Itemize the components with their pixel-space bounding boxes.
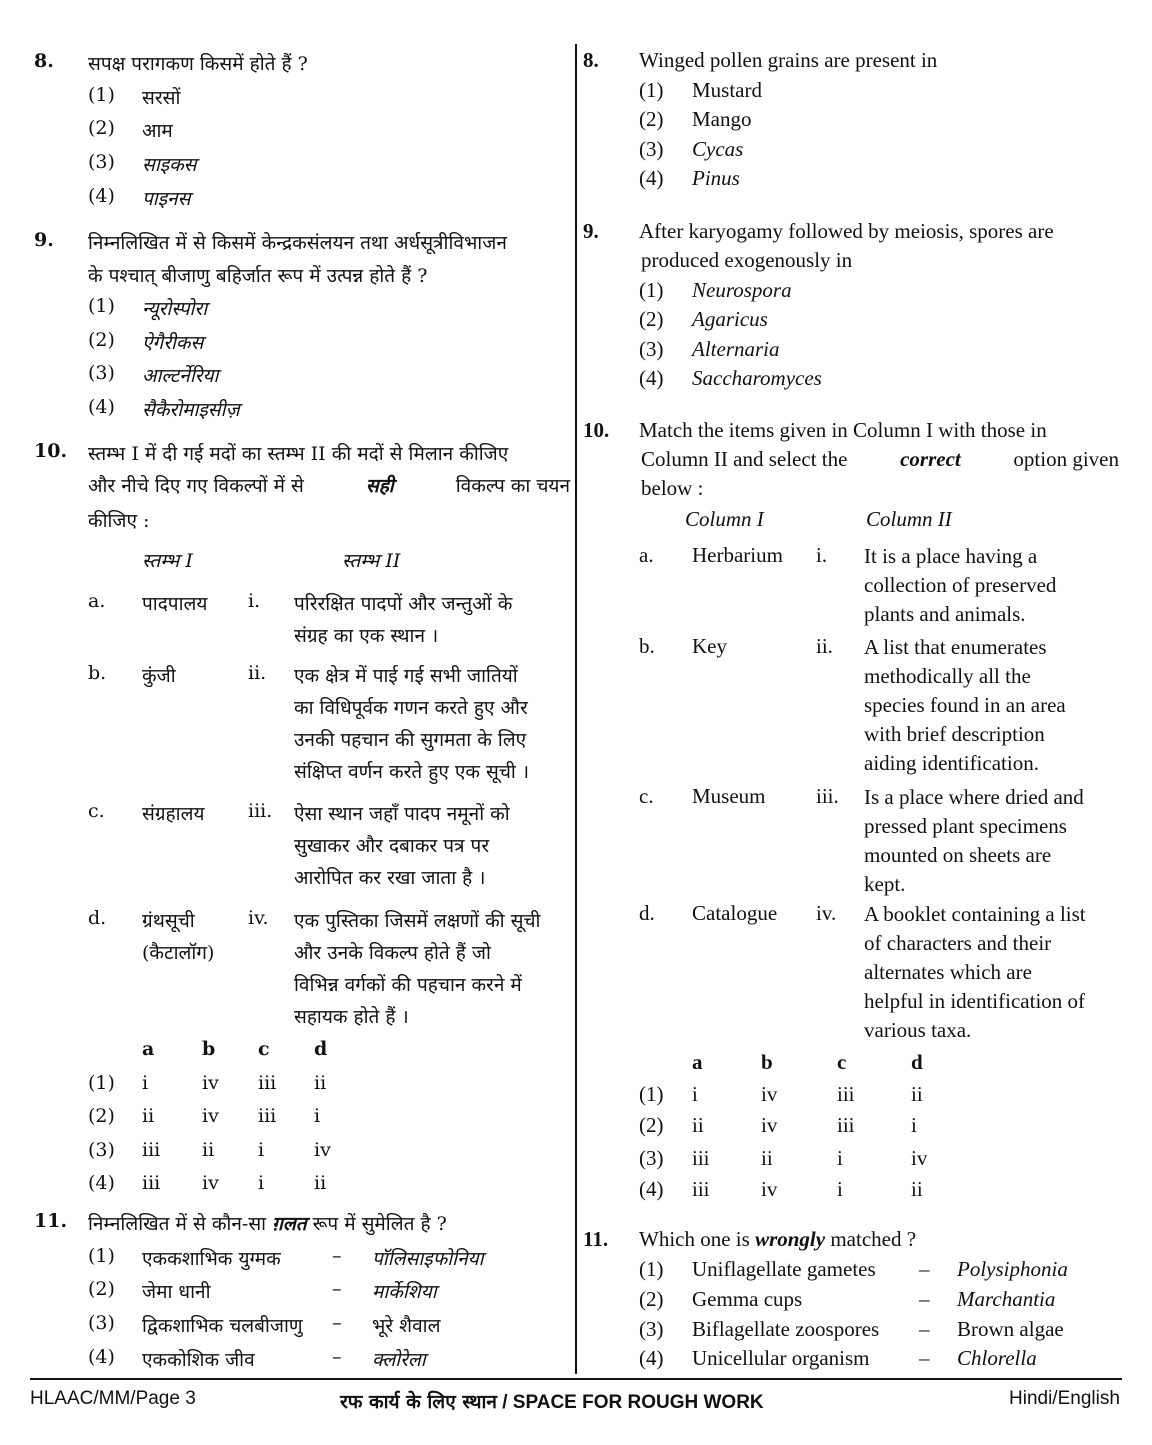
option-dash: – <box>332 1312 342 1334</box>
option-dash: – <box>919 1287 930 1311</box>
column-i-item: Herbarium <box>692 543 783 567</box>
grid-cell: i <box>142 1072 149 1094</box>
column-ii-item: It is a place having a collection of preserved plants and animals. <box>864 544 1057 626</box>
question-number: 9. <box>34 229 54 251</box>
option-number: (2) <box>88 1278 115 1300</box>
question-text: के पश्चात् बीजाणु बहिर्जात रूप में उत्पन्न होते हैं ? <box>88 265 428 287</box>
option-number: (2) <box>639 307 664 331</box>
row-roman: iv. <box>816 901 837 925</box>
grid-cell: iii <box>837 1082 855 1106</box>
emphasis-wrong: ग़लत <box>272 1213 307 1235</box>
option-number: (3) <box>88 1139 115 1161</box>
row-roman: iii. <box>816 784 839 808</box>
option-text: Cycas <box>692 137 744 161</box>
option-number: (4) <box>88 1172 115 1194</box>
grid-cell: ii <box>761 1146 773 1170</box>
option-number: (1) <box>639 1082 664 1106</box>
option-number: (4) <box>639 1346 664 1370</box>
grid-header: b <box>761 1050 773 1074</box>
row-letter: b. <box>639 634 655 658</box>
option-dash: – <box>919 1317 930 1341</box>
row-roman: ii. <box>816 634 833 658</box>
option-number: (2) <box>88 329 115 351</box>
option-left: Biflagellate zoospores <box>692 1317 880 1341</box>
column-heading: स्तम्भ I <box>142 550 193 572</box>
option-text: Mango <box>692 107 752 131</box>
option-text: Agaricus <box>692 307 768 331</box>
grid-cell: iii <box>142 1139 161 1161</box>
option-number: (2) <box>639 1113 664 1137</box>
grid-cell: ii <box>692 1113 704 1137</box>
option-number: (3) <box>88 362 115 384</box>
option-text: आल्टर्नेरिया <box>142 365 219 387</box>
option-number: (3) <box>88 151 115 173</box>
option-text: न्यूरोस्पोरा <box>142 298 208 320</box>
question-number: 9. <box>583 219 599 243</box>
grid-header: d <box>911 1050 923 1074</box>
grid-cell: iv <box>761 1082 778 1106</box>
page-code: HLAAC/MM/Page 3 <box>30 1388 196 1409</box>
column-ii-item: Is a place where dried and pressed plant specimens mounted on sheets are kept. <box>864 785 1084 896</box>
option-text: Pinus <box>692 166 740 190</box>
option-dash: – <box>919 1346 930 1370</box>
grid-cell: i <box>314 1105 321 1127</box>
option-number: (2) <box>88 117 115 139</box>
option-number: (4) <box>88 1346 115 1368</box>
option-number: (1) <box>88 84 115 106</box>
column-ii-item: A booklet containing a list of characters and their alternates which are helpful in identification of various taxa. <box>864 902 1086 1042</box>
column-i-item: Museum <box>692 784 766 808</box>
grid-cell: i <box>911 1113 917 1137</box>
question-number: 8. <box>34 50 54 72</box>
grid-cell: ii <box>911 1177 923 1201</box>
option-number: (1) <box>639 278 664 302</box>
grid-cell: iv <box>202 1172 219 1194</box>
question-text: निम्नलिखित में से कौन-सा ग़लत रूप में सुमेलित है ? <box>88 1213 447 1235</box>
grid-header: c <box>258 1038 270 1060</box>
question-number: 11. <box>583 1227 609 1251</box>
grid-cell: i <box>837 1146 843 1170</box>
row-roman: ii. <box>248 662 267 684</box>
question-text: स्तम्भ I में दी गई मदों का स्तम्भ II की मदों से मिलान कीजिए <box>88 443 509 465</box>
grid-cell: ii <box>202 1139 215 1161</box>
option-right: भूरे शैवाल <box>372 1315 441 1337</box>
language-label: Hindi/English <box>1009 1388 1120 1409</box>
grid-cell: ii <box>911 1082 923 1106</box>
question-text: Winged pollen grains are present in <box>639 48 938 72</box>
option-text: Alternaria <box>692 337 780 361</box>
grid-header: b <box>202 1038 216 1060</box>
grid-cell: i <box>258 1172 265 1194</box>
question-number: 8. <box>583 48 599 72</box>
column-ii-item: परिरक्षित पादपों और जन्तुओं के संग्रह का एक स्थान । <box>294 593 513 647</box>
row-letter: c. <box>639 784 654 808</box>
grid-header: d <box>314 1038 328 1060</box>
row-letter: b. <box>88 662 107 684</box>
column-heading: Column I <box>685 507 764 531</box>
grid-cell: iv <box>911 1146 928 1170</box>
option-text: Mustard <box>692 78 762 102</box>
row-roman: i. <box>248 590 261 612</box>
option-left: एककोशिक जीव <box>142 1349 255 1371</box>
column-i-item: संग्रहालय <box>142 803 205 825</box>
option-left: Unicellular organism <box>692 1346 870 1370</box>
option-right: पॉलिसाइफोनिया <box>372 1248 484 1270</box>
grid-cell: iv <box>314 1139 331 1161</box>
option-number: (2) <box>88 1105 115 1127</box>
emphasis-correct: correct <box>900 447 961 471</box>
option-number: (1) <box>88 1245 115 1267</box>
grid-cell: i <box>692 1082 698 1106</box>
question-text: कीजिए : <box>88 510 150 532</box>
grid-cell: ii <box>314 1172 327 1194</box>
column-i-item: Catalogue <box>692 901 778 925</box>
option-number: (4) <box>88 396 115 418</box>
option-number: (2) <box>639 1287 664 1311</box>
grid-cell: iii <box>837 1113 855 1137</box>
column-i-item: Key <box>692 634 727 658</box>
option-dash: – <box>332 1245 342 1267</box>
question-text: After karyogamy followed by meiosis, spores are <box>639 219 1054 243</box>
option-text: सैकैरोमाइसीज़ <box>142 399 240 421</box>
column-ii-item: एक पुस्तिका जिसमें लक्षणों की सूची और उनके विकल्प होते हैं जो विभिन्न वर्गकों की पहचान करने में सहायक होते हैं । <box>294 910 541 1028</box>
rough-work-label: रफ कार्य के लिए स्थान / SPACE FOR ROUGH WORK <box>340 1391 764 1413</box>
option-number: (3) <box>88 1312 115 1334</box>
emphasis-wrongly: wrongly <box>755 1227 826 1251</box>
option-text: Saccharomyces <box>692 366 822 390</box>
question-text: Match the items given in Column I with those in <box>639 418 1047 442</box>
option-number: (4) <box>639 166 664 190</box>
column-i-item: ग्रंथसूची (कैटालॉग) <box>142 910 215 964</box>
column-i-item: पादपालय <box>142 593 208 615</box>
grid-cell: iii <box>692 1177 710 1201</box>
option-text: Neurospora <box>692 278 792 302</box>
emphasis-correct: सही <box>365 475 394 497</box>
option-right: मार्केशिया <box>372 1281 437 1303</box>
grid-cell: iii <box>142 1172 161 1194</box>
grid-cell: ii <box>142 1105 155 1127</box>
grid-cell: i <box>258 1139 265 1161</box>
grid-cell: iii <box>258 1105 277 1127</box>
grid-cell: i <box>837 1177 843 1201</box>
option-text: आम <box>142 120 173 142</box>
option-right: Marchantia <box>957 1287 1056 1311</box>
column-ii-item: ऐसा स्थान जहाँ पादप नमूनों को सुखाकर और दबाकर पत्र पर आरोपित कर रखा जाता है । <box>294 803 510 889</box>
row-letter: a. <box>88 590 106 612</box>
question-text: निम्नलिखित में से किसमें केन्द्रकसंलयन तथा अर्धसूत्रीविभाजन <box>88 232 507 254</box>
option-number: (1) <box>639 78 664 102</box>
option-right: Chlorella <box>957 1346 1037 1370</box>
option-left: Uniflagellate gametes <box>692 1257 876 1281</box>
grid-cell: iii <box>692 1146 710 1170</box>
column-i-item: कुंजी <box>142 665 176 687</box>
option-dash: – <box>332 1278 342 1300</box>
row-roman: i. <box>816 543 828 567</box>
option-left: एककशाभिक युग्मक <box>142 1248 281 1270</box>
option-dash: – <box>332 1346 342 1368</box>
option-number: (3) <box>639 137 664 161</box>
option-text: ऐगैरीकस <box>142 332 204 354</box>
grid-cell: iv <box>761 1113 778 1137</box>
column-heading: स्तम्भ II <box>342 550 401 572</box>
option-text: साइकस <box>142 154 197 176</box>
question-number: 10. <box>34 440 68 462</box>
option-left: जेमा धानी <box>142 1281 211 1303</box>
option-right: Brown algae <box>957 1317 1064 1341</box>
option-text: पाइनस <box>142 188 191 210</box>
row-roman: iii. <box>248 800 273 822</box>
option-dash: – <box>919 1257 930 1281</box>
question-text: below : <box>641 476 704 500</box>
grid-cell: iv <box>202 1105 219 1127</box>
option-number: (4) <box>639 1177 664 1201</box>
column-divider <box>575 44 577 1374</box>
question-number: 11. <box>34 1210 68 1232</box>
option-left: द्विकशाभिक चलबीजाणु <box>142 1315 303 1337</box>
question-text: produced exogenously in <box>641 248 853 272</box>
option-number: (1) <box>88 295 115 317</box>
grid-cell: iv <box>202 1072 219 1094</box>
option-number: (4) <box>88 185 115 207</box>
column-ii-item: एक क्षेत्र में पाई गई सभी जातियों का विधिपूर्वक गणन करते हुए और उनकी पहचान की सुगमता के लिए संक्षिप्त वर्णन करते हुए एक सूची । <box>294 665 530 783</box>
grid-header: a <box>692 1050 703 1074</box>
option-right: Polysiphonia <box>957 1257 1068 1281</box>
option-number: (1) <box>639 1257 664 1281</box>
column-heading: Column II <box>866 507 952 531</box>
column-ii-item: A list that enumerates methodically all the species found in an area with brief description aiding identification. <box>864 635 1066 775</box>
option-number: (4) <box>639 366 664 390</box>
grid-cell: iv <box>761 1177 778 1201</box>
option-number: (3) <box>639 1317 664 1341</box>
row-letter: d. <box>639 901 655 925</box>
option-number: (1) <box>88 1072 115 1094</box>
grid-cell: iii <box>258 1072 277 1094</box>
grid-cell: ii <box>314 1072 327 1094</box>
grid-header: a <box>142 1038 155 1060</box>
option-number: (2) <box>639 107 664 131</box>
option-right: क्लोरेला <box>372 1349 426 1371</box>
option-number: (3) <box>639 337 664 361</box>
footer-rule <box>30 1378 1122 1380</box>
question-text: सपक्ष परागकण किसमें होते हैं ? <box>88 53 308 75</box>
option-number: (3) <box>639 1146 664 1170</box>
row-letter: a. <box>639 543 654 567</box>
row-roman: iv. <box>248 907 269 929</box>
question-text-line: और नीचे दिए गए विकल्पों में से सही विकल्प का चयन <box>88 472 570 498</box>
grid-header: c <box>837 1050 847 1074</box>
question-number: 10. <box>583 418 610 442</box>
option-left: Gemma cups <box>692 1287 803 1311</box>
row-letter: d. <box>88 907 107 929</box>
row-letter: c. <box>88 800 105 822</box>
option-text: सरसों <box>142 87 181 109</box>
question-text-line: Column II and select the correct option given <box>641 447 1119 471</box>
question-text: Which one is wrongly matched ? <box>639 1227 917 1251</box>
